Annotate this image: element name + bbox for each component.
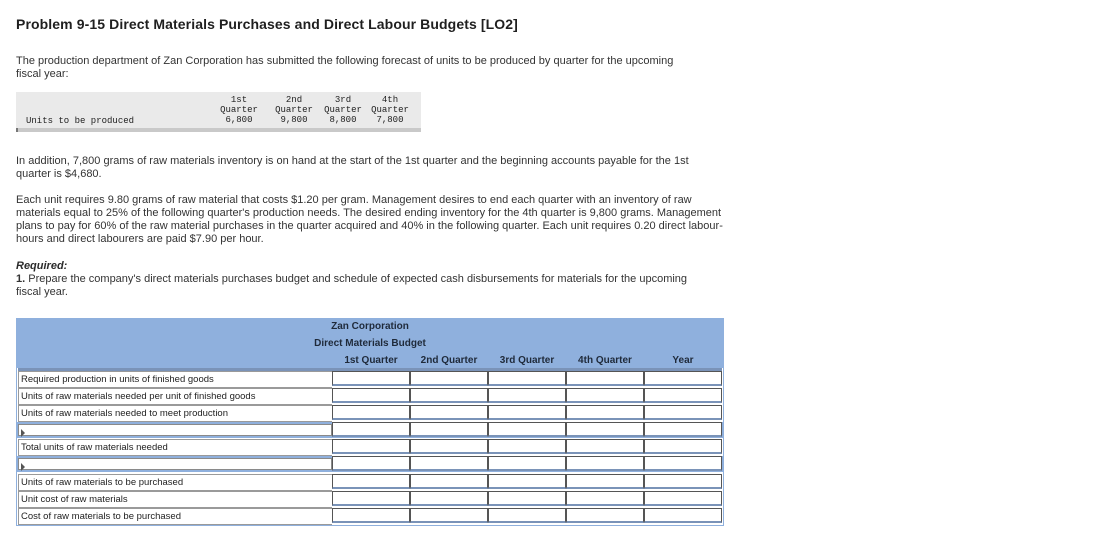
cell-r3-q4[interactable] (566, 405, 644, 420)
dropdown-arrow-icon (21, 463, 25, 471)
col-2nd-quarter: 2nd Quarter (420, 355, 478, 366)
required-item-1: 1. Prepare the company's direct materials purchases budget and schedule of expected cash disbursements for materials for the upcoming fiscal year. (16, 273, 688, 298)
cell-r7-q2[interactable] (410, 474, 488, 489)
row-total-units-needed: Total units of raw materials needed (18, 439, 332, 456)
cell-r8-q1[interactable] (332, 491, 410, 506)
cell-r5-q3[interactable] (488, 439, 566, 454)
direct-materials-budget-table (16, 318, 724, 526)
cell-r1-q4[interactable] (566, 371, 644, 386)
forecast-col-q2: 2nd Quarter 9,800 (269, 95, 319, 125)
cell-r2-q4[interactable] (566, 388, 644, 403)
cell-r9-q4[interactable] (566, 508, 644, 523)
cell-r6-year[interactable] (644, 456, 722, 471)
forecast-col-q1: 1st Quarter 6,800 (214, 95, 264, 125)
forecast-col-q3: 3rd Quarter 8,800 (318, 95, 368, 125)
cell-r1-q2[interactable] (410, 371, 488, 386)
cell-r3-q2[interactable] (410, 405, 488, 420)
cell-r5-year[interactable] (644, 439, 722, 454)
cell-r3-year[interactable] (644, 405, 722, 420)
cell-r6-q2[interactable] (410, 456, 488, 471)
cell-r7-year[interactable] (644, 474, 722, 489)
row-units-needed-production: Units of raw materials needed to meet production (18, 405, 332, 422)
page-title: Problem 9-15 Direct Materials Purchases and Direct Labour Budgets [LO2] (16, 16, 518, 32)
cell-r5-q2[interactable] (410, 439, 488, 454)
cell-r8-q2[interactable] (410, 491, 488, 506)
forecast-table (16, 92, 421, 132)
cell-r7-q3[interactable] (488, 474, 566, 489)
cell-r4-year[interactable] (644, 422, 722, 437)
cell-r9-q2[interactable] (410, 508, 488, 523)
forecast-row-label: Units to be produced (26, 116, 135, 126)
cell-r2-q2[interactable] (410, 388, 488, 403)
forecast-value-q2: 9,800 (280, 115, 308, 125)
cell-r6-q1[interactable] (332, 456, 410, 471)
cell-r8-q3[interactable] (488, 491, 566, 506)
cell-r2-q1[interactable] (332, 388, 410, 403)
cell-r1-q3[interactable] (488, 371, 566, 386)
col-4th-quarter: 4th Quarter (578, 355, 632, 366)
col-1st-quarter: 1st Quarter (344, 355, 398, 366)
cell-r1-year[interactable] (644, 371, 722, 386)
forecast-value-q1: 6,800 (225, 115, 253, 125)
cell-r8-q4[interactable] (566, 491, 644, 506)
requirements-paragraph: Each unit requires 9.80 grams of raw material that costs $1.20 per gram. Management desires to end each quarter with an inventory of raw materials equal to 25% of the following quarter's production needs. The desired ending inventory for the 4th quarter is 9,800 grams. Management plans to pay for 60% of the raw material purchases in the quarter acquired and 40% in the following quarter. Each unit requires 0.20 direct labour-hours and direct labourers are paid $7.90 per hour. (16, 194, 723, 245)
cell-r3-q1[interactable] (332, 405, 410, 420)
cell-r9-q1[interactable] (332, 508, 410, 523)
cell-r4-q3[interactable] (488, 422, 566, 437)
cell-r1-q1[interactable] (332, 371, 410, 386)
budget-company: Zan Corporation (331, 321, 409, 332)
row-unit-cost: Unit cost of raw materials (18, 491, 332, 508)
row-cost-to-purchase: Cost of raw materials to be purchased (18, 508, 332, 525)
cell-r3-q3[interactable] (488, 405, 566, 420)
cell-r4-q1[interactable] (332, 422, 410, 437)
cell-r8-year[interactable] (644, 491, 722, 506)
required-heading: Required: (16, 260, 68, 272)
cell-r9-q3[interactable] (488, 508, 566, 523)
row-units-to-purchase: Units of raw materials to be purchased (18, 474, 332, 491)
col-3rd-quarter: 3rd Quarter (499, 355, 555, 366)
cell-r9-year[interactable] (644, 508, 722, 523)
forecast-value-q4: 7,800 (376, 115, 404, 125)
dropdown-arrow-icon (21, 429, 25, 437)
cell-r7-q1[interactable] (332, 474, 410, 489)
col-year: Year (672, 355, 694, 366)
forecast-value-q3: 8,800 (329, 115, 357, 125)
cell-r5-q1[interactable] (332, 439, 410, 454)
forecast-scrollbar[interactable] (16, 128, 421, 132)
cell-r4-q4[interactable] (566, 422, 644, 437)
intro-text: The production department of Zan Corporation has submitted the following forecast of units to be produced by quarter for the upcoming fiscal year: (16, 55, 674, 80)
budget-title: Direct Materials Budget (314, 338, 426, 349)
forecast-col-q4: 4th Quarter 7,800 (365, 95, 415, 125)
cell-r4-q2[interactable] (410, 422, 488, 437)
cell-r5-q4[interactable] (566, 439, 644, 454)
cell-r2-q3[interactable] (488, 388, 566, 403)
cell-r6-q3[interactable] (488, 456, 566, 471)
row-units-per-finished-good: Units of raw materials needed per unit of finished goods (18, 388, 332, 405)
row-required-production: Required production in units of finished goods (18, 371, 332, 388)
cell-r2-year[interactable] (644, 388, 722, 403)
cell-r6-q4[interactable] (566, 456, 644, 471)
inventory-paragraph: In addition, 7,800 grams of raw materials inventory is on hand at the start of the 1st quarter and the beginning accounts payable for the 1st quarter is $4,680. (16, 155, 689, 180)
cell-r7-q4[interactable] (566, 474, 644, 489)
